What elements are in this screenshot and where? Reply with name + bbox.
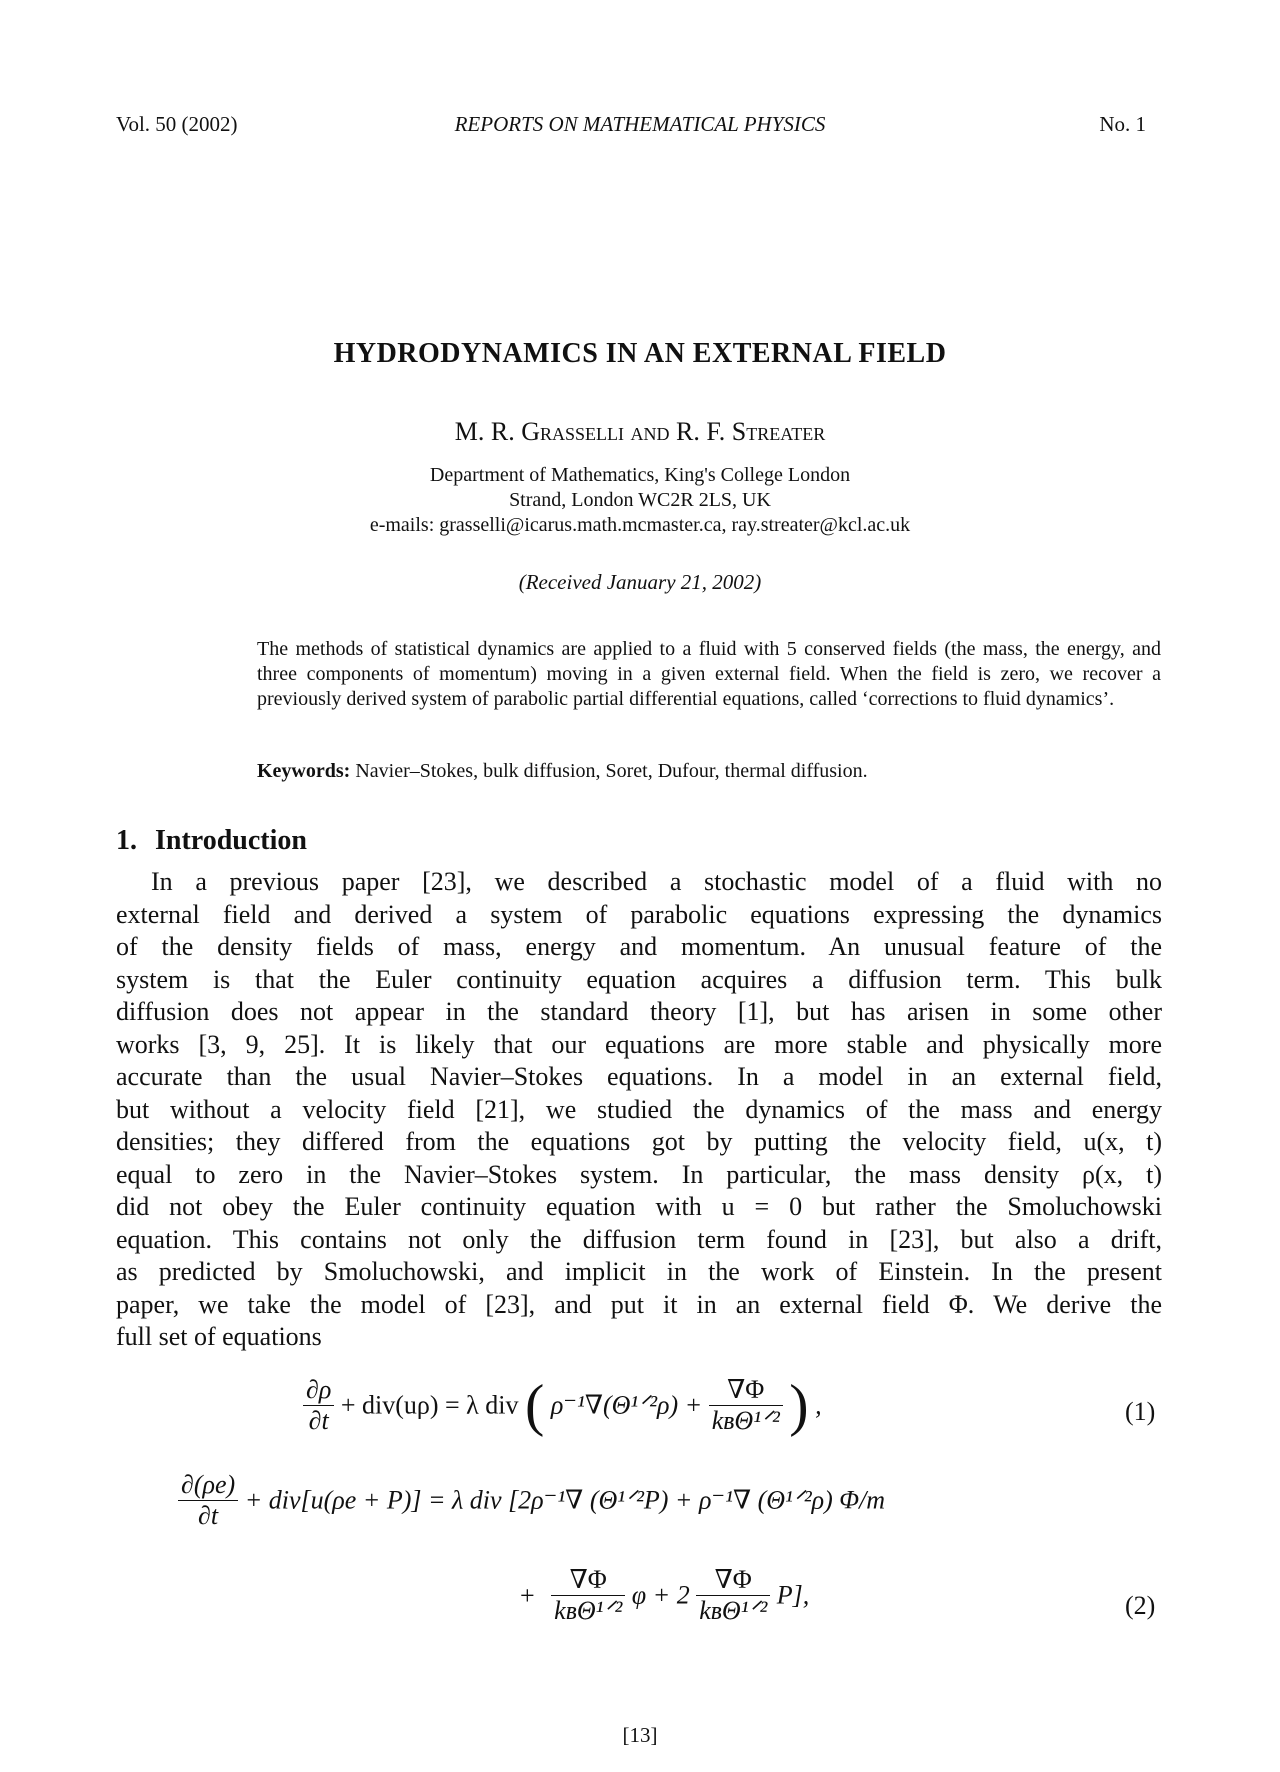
body-text	[116, 866, 1162, 1354]
received-date: (Received January 21, 2002)	[518, 570, 762, 594]
text-line: accurate than the usual Navier–Stokes equations. In a model in an external field,	[116, 1062, 1162, 1091]
issue-label: No. 1	[1099, 112, 1146, 136]
section-heading	[116, 825, 307, 857]
text-line: of the density fields of mass, energy and momentum. An unusual feature of the	[116, 932, 1162, 961]
page-number: [13]	[622, 1723, 658, 1747]
text-line: did not obey the Euler continuity equation with u = 0 but rather the Smoluchowski	[116, 1192, 1162, 1221]
equation-1	[303, 1372, 822, 1438]
text-line: equation. This contains not only the diffusion term found in [23], but also a drift,	[116, 1224, 1162, 1254]
eq1-inner: ρ⁻¹∇(Θ¹ᐟ²ρ) +	[550, 1390, 703, 1420]
text-line: densities; they differed from the equations got by putting the velocity field, u(x, t)	[116, 1127, 1162, 1156]
equation-number: (2)	[1125, 1591, 1156, 1620]
text-line: full set of equations	[116, 1322, 322, 1351]
journal-name: REPORTS ON MATHEMATICAL PHYSICS	[454, 112, 826, 136]
equation-2	[178, 1470, 885, 1531]
abstract: The methods of statistical dynamics are applied to a fluid with 5 conserved fields (the mass, the energy, and three components of momentum) moving in a given external field. When the field is zero, we recover a previously derived system of parabolic partial differential equations, called ‘corrections to fluid dynamics’.	[257, 638, 1161, 710]
text-line: external field and derived a system of parabolic equations expressing the dynamics	[116, 899, 1162, 929]
equation-2-continued	[520, 1565, 809, 1626]
eq2-fraction: $\frac{\nabla\Phi}{\text{kʙΘ¹ᐟ²}}$	[696, 1565, 770, 1626]
eq2-mid: φ + 2	[631, 1580, 690, 1610]
email-line: e-mails: grasselli@icarus.math.mcmaster.ca, ray.streater@kcl.ac.uk	[369, 514, 911, 536]
keywords	[257, 760, 1161, 783]
running-header	[0, 112, 1280, 142]
left-paren: (	[525, 1372, 545, 1438]
eq2-line1: + div[u(ρe + P)] = λ div [2ρ⁻¹∇ (Θ¹ᐟ²P) + ρ⁻¹∇ (Θ¹ᐟ²ρ) Φ/m	[244, 1485, 886, 1515]
lhs-fraction: $\frac{\partial\rho}{\partial t}$	[303, 1375, 334, 1436]
right-paren: )	[789, 1372, 809, 1438]
eq2-fraction: $\frac{\nabla\Phi}{\text{kʙΘ¹ᐟ²}}$	[551, 1565, 625, 1626]
eq1-fraction: $\frac{\nabla\Phi}{\text{kʙΘ¹ᐟ²}}$	[709, 1375, 783, 1436]
text-line: diffusion does not appear in the standard theory [1], but has arisen in some other	[116, 997, 1162, 1026]
eq1-term: + div(uρ) = λ div	[340, 1390, 519, 1420]
equation-number: (1)	[1125, 1397, 1156, 1426]
text-line: paper, we take the model of [23], and put it in an external field Φ. We derive the	[116, 1289, 1162, 1319]
text-line: works [3, 9, 25]. It is likely that our equations are more stable and physically more	[116, 1029, 1162, 1059]
text-line: equal to zero in the Navier–Stokes system. In particular, the mass density ρ(x, t)	[116, 1159, 1162, 1189]
text-line: as predicted by Smoluchowski, and implicit in the work of Einstein. In the present	[116, 1257, 1162, 1286]
plus-sign: +	[520, 1580, 535, 1610]
text-line: system is that the Euler continuity equation acquires a diffusion term. This bulk	[116, 964, 1162, 994]
paper-title: HYDRODYNAMICS IN AN EXTERNAL FIELD	[333, 338, 947, 369]
affiliation-line: Strand, London WC2R 2LS, UK	[509, 489, 771, 511]
keywords-text: Navier–Stokes, bulk diffusion, Soret, Dufour, thermal diffusion.	[355, 760, 868, 782]
text-line: In a previous paper [23], we described a stochastic model of a fluid with no	[151, 867, 1162, 896]
affiliation-line: Department of Mathematics, King's College London	[429, 464, 851, 486]
eq1-comma: ,	[815, 1390, 822, 1420]
volume-label: Vol. 50 (2002)	[116, 112, 238, 136]
lhs-fraction: $\frac{\partial(\rho e)}{\partial t}$	[178, 1470, 238, 1531]
section-number: 1.	[116, 825, 137, 856]
keywords-label: Keywords:	[257, 760, 351, 782]
section-title: Introduction	[155, 825, 307, 856]
eq2-tail: P],	[776, 1580, 810, 1610]
author-list: M. R. Grasselli and R. F. Streater	[454, 417, 826, 446]
text-line: but without a velocity field [21], we studied the dynamics of the mass and energy	[116, 1094, 1162, 1124]
affiliation	[0, 463, 1280, 538]
